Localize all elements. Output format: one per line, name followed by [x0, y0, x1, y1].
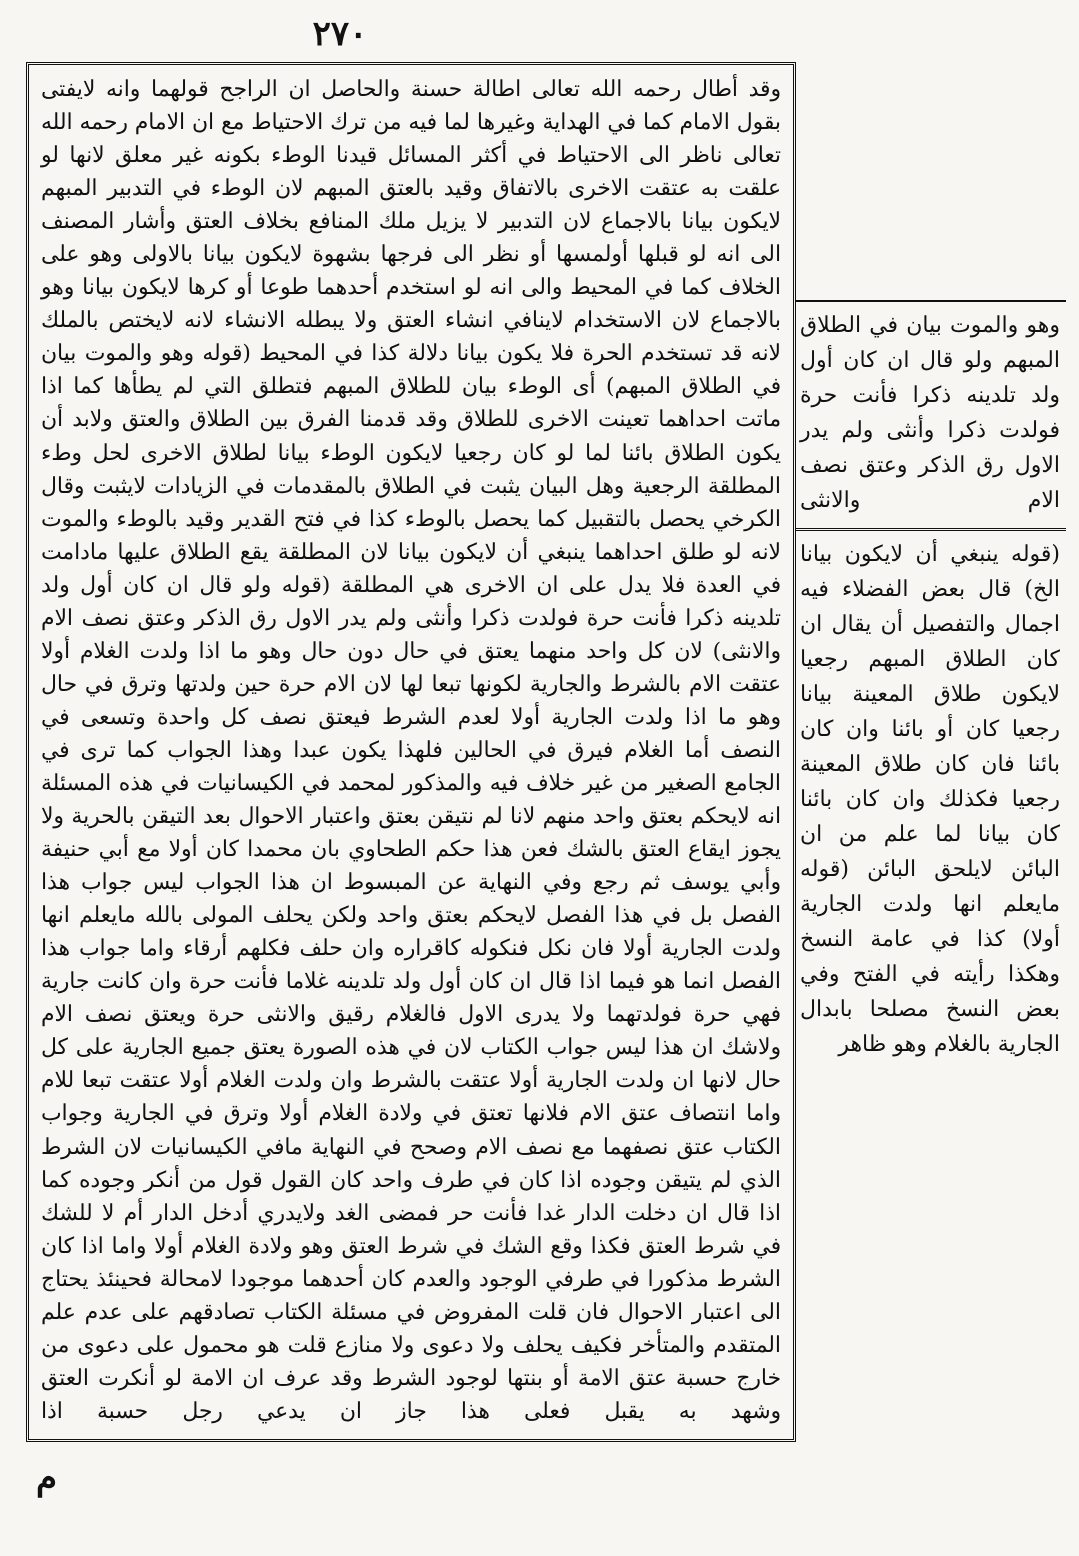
main-text-body: وقد أطال رحمه الله تعالى اطالة حسنة والحاصل ان الراجح قولهما وانه لايفتى بقول الامام كما في الهداية وغيرها لما فيه من ترك الاحتياط مع ان الامام رحمه الله تعالى ناظر الى الاحتياط في أكثر المسائل قيدنا الوطء بكونه غير معلق لانها لو علقت به عتقت الاخرى بالاتفاق وقيد بالعتق المبهم لان الوطء في التدبير المبهم لايكون بيانا بالاجماع لان التدبير لا يزيل ملك المنافع بخلاف العتق وأشار المصنف الى انه لو قبلها أولمسها أو نظر الى فرجها بشهوة لايكون بيانا بالاولى وهو على الخلاف كما في المحيط والى انه لو استخدم أحدهما طوعا أو كرها لايكون بيانا وهو بالاجماع لان الاستخدام لاينافي انشاء العتق ولا يبطله الانشاء لانه لايختص بالملك لانه قد تستخدم الحرة فلا يكون بيانا دلالة كذا في المحيط (قوله وهو والموت بيان في الطلاق المبهم) أى الوطء بيان للطلاق المبهم فتطلق التي لم يطأها كما اذا ماتت احداهما تعينت الاخرى للطلاق وقد قدمنا الفرق بين الطلاق والعتق ولابد أن يكون الطلاق بائنا لما لو كان رجعيا لايكون الوطء بيانا لطلاق الاخرى لحل وطء المطلقة الرجعية وهل البيان يثبت في الطلاق بالمقدمات في الزيادات لايثبت وقال الكرخي يحصل بالتقبيل كما يحصل بالوطء كذا في فتح القدير وقيد بالوطء والموت لانه لو طلق احداهما ينبغي أن لايكون بيانا لان المطلقة يقع الطلاق عليها مادامت في العدة فلا يدل على ان الاخرى هي المطلقة (قوله ولو قال ان كان أول ولد تلدينه ذكرا فأنت حرة فولدت ذكرا وأنثى ولم يدر الاول رق الذكر وعتق نصف الام والانثى) لان كل واحد منهما يعتق في حال دون حال وهو ما اذا ولدت الغلام أولا عتقت الام بالشرط والجارية لكونها تبعا لها لان الام حرة حين ولدتها وترق في حال وهو ما اذا ولدت الجارية أولا لعدم الشرط فيعتق نصف كل واحدة وتسعى في النصف أما الغلام فيرق في الحالين فلهذا يكون عبدا وهذا الجواب كما ترى في الجامع الصغير من غير خلاف فيه والمذكور لمحمد في الكيسانيات في هذه المسئلة انه لايحكم بعتق واحد منهم لانا لم نتيقن بعتق واعتبار الاحوال بعد التيقن بالحرية ولا يجوز ايقاع العتق بالشك فعن هذا حكم الطحاوي بان محمدا كان أولا مع أبي حنيفة وأبي يوسف ثم رجع وفي النهاية عن المبسوط ان هذا الجواب ليس جواب هذا الفصل بل في هذا الفصل لايحكم بعتق واحد ولكن يحلف المولى بالله مايعلم انها ولدت الجارية أولا فان نكل فنكوله كاقراره وان حلف فكلهم أرقاء واما جواب هذا الفصل انما هو فيما اذا قال ان كان أول ولد تلدينه غلاما فأنت حرة وان كانت جارية فهي حرة فولدتهما ولا يدرى الاول فالغلام رقيق والانثى حرة ويعتق نصف الام ولاشك ان هذا ليس جواب الكتاب لان في هذه الصورة يعتق جميع الجارية على كل حال لانها ان ولدت الجارية أولا عتقت بالشرط وان ولدت الغلام أولا عتقت تبعا للام واما انتصاف عتق الام فلانها تعتق في ولادة الغلام أولا وترق في الجارية وجواب الكتاب عتق نصفهما مع نصف الام وصحح في النهاية مافي الكيسانيات لان الشرط الذي لم يتيقن وجوده اذا كان في طرف واحد كان القول قول من أنكر وجوده كما اذا قال ان دخلت الدار غدا فأنت حر فمضى الغد ولايدري أدخل الدار أم لا للشك في شرط العتق فكذا وقع الشك في شرط العتق وهو ولادة الغلام أولا واما اذا كان الشرط مذكورا في طرفي الوجود والعدم كان أحدهما موجودا لامحالة فحينئذ يحتاج الى اعتبار الاحوال فان قلت المفروض في مسئلة الكتاب تصادقهم على عدم علم المتقدم والمتأخر فكيف يحلف ولا دعوى ولا منازع قلت هو محمول على دعوى من خارج حسبة عتق الامة أو بنتها لوجود الشرط وقد عرف ان الامة لو أنكرت العتق وشهد به يقبل فعلى هذا جاز ان يدعي رجل حسبة اذا: [41, 77, 781, 1424]
margin-notes: [796, 300, 1066, 1068]
catchword: م: [36, 1458, 58, 1498]
margin-note-matn: وهو والموت بيان في الطلاق المبهم ولو قال ان كان أول ولد تلدينه ذكرا فأنت حرة فولدت ذكرا وأنثى ولم يدر الاول رق الذكر وعتق نصف الام والانثى: [796, 300, 1066, 524]
main-text-frame: [26, 62, 796, 1442]
main-text: [41, 73, 781, 1428]
margin-note-gloss: (قوله ينبغي أن لايكون بيانا الخ) قال بعض الفضلاء فيه اجمال والتفصيل أن يقال ان كان الطلاق المبهم رجعيا لايكون طلاق المعينة بيانا رجعيا كان أو بائنا وان كان بائنا فان كان طلاق المعينة رجعيا فكذلك وان كان بائنا كان بيانا لما علم من ان البائن لايلحق البائن (قوله مايعلم انها ولدت الجارية أولا) كذا في عامة النسخ وهكذا رأيته في الفتح وفي بعض النسخ مصلحا بابدال الجارية بالغلام وهو ظاهر: [796, 528, 1066, 1068]
page-number: ٢٧٠: [312, 14, 368, 54]
